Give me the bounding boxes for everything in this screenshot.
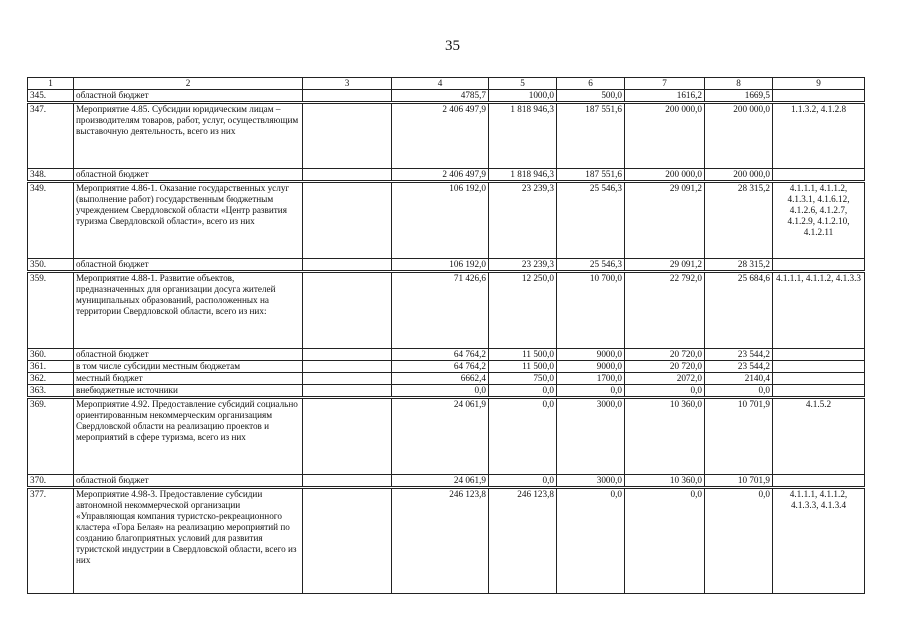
col8-value: 25 684,6 [705,272,773,349]
col4-value: 64 764,2 [392,349,489,361]
col6-value: 0,0 [557,488,625,594]
col7-value: 20 720,0 [625,349,705,361]
header-cell: 1 [28,78,74,90]
table-row [28,259,865,272]
table-row [28,182,865,259]
col7-value: 29 091,2 [625,259,705,272]
target-indicators [773,349,865,361]
col4-value: 106 192,0 [392,259,489,272]
col8-value: 23 544,2 [705,349,773,361]
col6-value: 25 546,3 [557,182,625,259]
col5-value: 1 818 946,3 [489,169,557,182]
col7-value: 0,0 [625,385,705,398]
row-name: Мероприятие 4.88-1. Развитие объектов, предназначенных для организации досуга жителей муниципальных образований, расположенных на территории Свердловской области, всего из них: [74,272,303,349]
header-cell: 6 [557,78,625,90]
col8-value: 200 000,0 [705,169,773,182]
row-name: в том числе субсидии местным бюджетам [74,361,303,373]
row-name: Мероприятие 4.85. Субсидии юридическим лицам – производителям товаров, работ, услуг, осуществляющим выставочную деятельность, всего из них [74,103,303,169]
col6-value: 3000,0 [557,398,625,475]
col6-value: 9000,0 [557,349,625,361]
col3-cell [303,90,392,103]
row-name: областной бюджет [74,475,303,488]
col7-value: 200 000,0 [625,103,705,169]
row-name: областной бюджет [74,349,303,361]
row-name: областной бюджет [74,90,303,103]
col5-value: 0,0 [489,475,557,488]
row-number: 348. [28,169,74,182]
target-indicators: 4.1.1.1, 4.1.1.2, 4.1.3.1, 4.1.6.12, 4.1.2.6, 4.1.2.7, 4.1.2.9, 4.1.2.10, 4.1.2.11 [773,182,865,259]
col4-value: 246 123,8 [392,488,489,594]
row-number: 359. [28,272,74,349]
col5-value: 0,0 [489,398,557,475]
col4-value: 24 061,9 [392,398,489,475]
col8-value: 0,0 [705,488,773,594]
header-cell: 3 [303,78,392,90]
row-number: 360. [28,349,74,361]
col5-value: 750,0 [489,373,557,385]
col4-value: 0,0 [392,385,489,398]
row-number: 361. [28,361,74,373]
col8-value: 10 701,9 [705,398,773,475]
target-indicators [773,169,865,182]
target-indicators [773,90,865,103]
row-name: внебюджетные источники [74,385,303,398]
table-row [28,169,865,182]
col5-value: 23 239,3 [489,182,557,259]
target-indicators [773,361,865,373]
row-name: местный бюджет [74,373,303,385]
col3-cell [303,361,392,373]
col5-value: 0,0 [489,385,557,398]
table-row [28,385,865,398]
col8-value: 28 315,2 [705,182,773,259]
col6-value: 187 551,6 [557,169,625,182]
col4-value: 71 426,6 [392,272,489,349]
target-indicators: 4.1.1.1, 4.1.1.2, 4.1.3.3, 4.1.3.4 [773,488,865,594]
row-name: Мероприятие 4.98-3. Предоставление субсидии автономной некоммерческой организации «Управляющая компания туристско-рекреационного кластера «Гора Белая» на реализацию мероприятий по созданию благоприятных условий для развития туристской индустрии в Свердловской области, всего из них [74,488,303,594]
col6-value: 9000,0 [557,361,625,373]
col6-value: 10 700,0 [557,272,625,349]
row-number: 369. [28,398,74,475]
target-indicators: 1.1.3.2, 4.1.2.8 [773,103,865,169]
row-number: 350. [28,259,74,272]
col7-value: 1616,2 [625,90,705,103]
col4-value: 2 406 497,9 [392,169,489,182]
col3-cell [303,259,392,272]
row-name: Мероприятие 4.86-1. Оказание государственных услуг (выполнение работ) государственным бюджетным учреждением Свердловской области «Центр развития туризма Свердловской области», всего из них [74,182,303,259]
col3-cell [303,349,392,361]
col5-value: 246 123,8 [489,488,557,594]
col8-value: 0,0 [705,385,773,398]
col3-cell [303,182,392,259]
col6-value: 187 551,6 [557,103,625,169]
col6-value: 500,0 [557,90,625,103]
table-body [28,78,865,594]
col7-value: 10 360,0 [625,475,705,488]
col7-value: 22 792,0 [625,272,705,349]
col5-value: 23 239,3 [489,259,557,272]
col7-value: 20 720,0 [625,361,705,373]
table-row [28,349,865,361]
col5-value: 11 500,0 [489,361,557,373]
col7-value: 10 360,0 [625,398,705,475]
row-name: Мероприятие 4.92. Предоставление субсидий социально ориентированным некоммерческим организациям Свердловской области на реализацию проектов и мероприятий в сфере туризма, всего из них [74,398,303,475]
table-row [28,361,865,373]
row-number: 377. [28,488,74,594]
col8-value: 1669,5 [705,90,773,103]
col8-value: 10 701,9 [705,475,773,488]
col4-value: 6662,4 [392,373,489,385]
col8-value: 2140,4 [705,373,773,385]
table-row [28,488,865,594]
row-number: 345. [28,90,74,103]
header-cell: 7 [625,78,705,90]
col4-value: 106 192,0 [392,182,489,259]
row-number: 347. [28,103,74,169]
target-indicators [773,259,865,272]
target-indicators [773,475,865,488]
col5-value: 1 818 946,3 [489,103,557,169]
target-indicators [773,385,865,398]
table-row [28,475,865,488]
col8-value: 28 315,2 [705,259,773,272]
row-number: 349. [28,182,74,259]
col3-cell [303,398,392,475]
header-cell: 4 [392,78,489,90]
col4-value: 64 764,2 [392,361,489,373]
header-cell: 5 [489,78,557,90]
col8-value: 200 000,0 [705,103,773,169]
col6-value: 0,0 [557,385,625,398]
col3-cell [303,385,392,398]
col4-value: 4785,7 [392,90,489,103]
table-row [28,90,865,103]
col3-cell [303,272,392,349]
col8-value: 23 544,2 [705,361,773,373]
col3-cell [303,373,392,385]
col4-value: 2 406 497,9 [392,103,489,169]
row-number: 363. [28,385,74,398]
col3-cell [303,475,392,488]
col6-value: 1700,0 [557,373,625,385]
header-row [28,78,865,90]
row-name: областной бюджет [74,169,303,182]
target-indicators [773,373,865,385]
col7-value: 200 000,0 [625,169,705,182]
col7-value: 2072,0 [625,373,705,385]
table-row [28,373,865,385]
page-number: 35 [445,38,460,54]
target-indicators: 4.1.5.2 [773,398,865,475]
header-cell: 2 [74,78,303,90]
table-row [28,103,865,169]
col3-cell [303,488,392,594]
col6-value: 3000,0 [557,475,625,488]
col6-value: 25 546,3 [557,259,625,272]
col7-value: 29 091,2 [625,182,705,259]
col7-value: 0,0 [625,488,705,594]
col5-value: 1000,0 [489,90,557,103]
budget-table [27,77,865,594]
row-name: областной бюджет [74,259,303,272]
header-cell: 9 [773,78,865,90]
col3-cell [303,103,392,169]
table-row [28,398,865,475]
col5-value: 12 250,0 [489,272,557,349]
header-cell: 8 [705,78,773,90]
col3-cell [303,169,392,182]
row-number: 370. [28,475,74,488]
target-indicators: 4.1.1.1, 4.1.1.2, 4.1.3.3 [773,272,865,349]
col4-value: 24 061,9 [392,475,489,488]
col5-value: 11 500,0 [489,349,557,361]
table-row [28,272,865,349]
row-number: 362. [28,373,74,385]
